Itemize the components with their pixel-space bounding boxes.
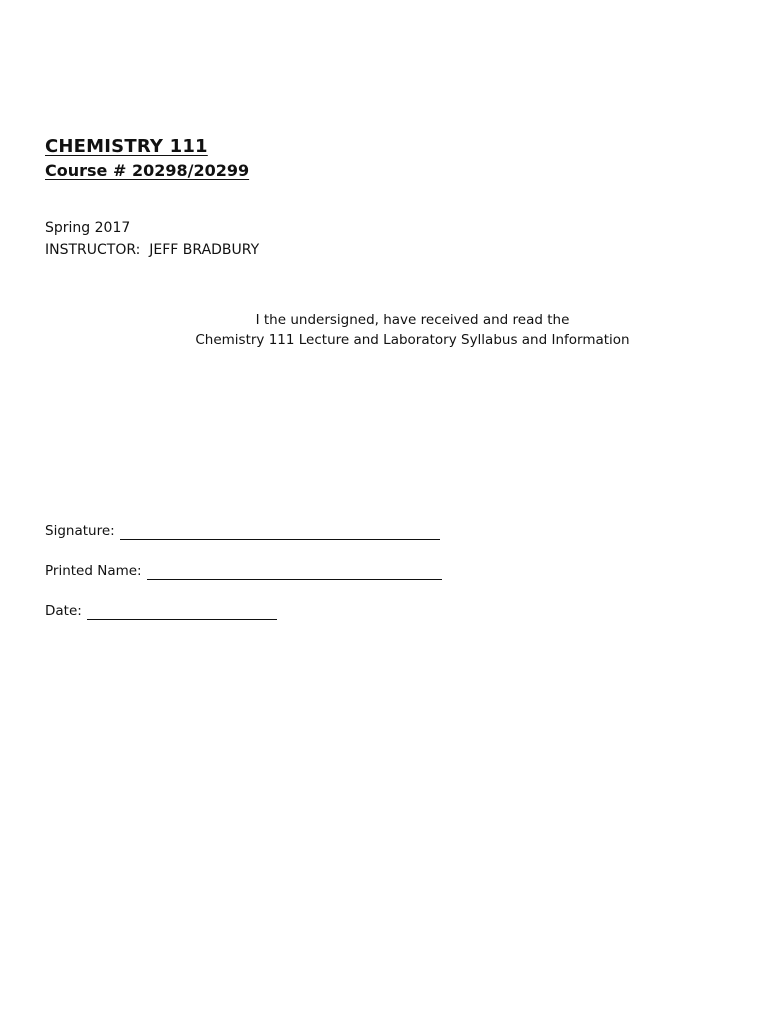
course-number: Course # 20298/20299 <box>45 161 250 180</box>
course-title: CHEMISTRY 111 <box>45 136 208 157</box>
acknowledgement-line-2: Chemistry 111 Lecture and Laboratory Syllabus and Information <box>195 332 630 348</box>
term: Spring 2017 <box>45 220 131 236</box>
date-line <box>87 604 277 620</box>
date-label: Date: <box>45 603 82 619</box>
signature-label: Signature: <box>45 523 115 539</box>
signature-line <box>120 524 440 540</box>
instructor: INSTRUCTOR: JEFF BRADBURY <box>45 242 260 258</box>
acknowledgement-line-1: I the undersigned, have received and read the <box>255 312 570 328</box>
signature-field <box>45 522 440 540</box>
printed-name-line <box>147 564 442 580</box>
printed-name-label: Printed Name: <box>45 563 142 579</box>
printed-name-field <box>45 562 442 580</box>
date-field <box>45 602 277 620</box>
